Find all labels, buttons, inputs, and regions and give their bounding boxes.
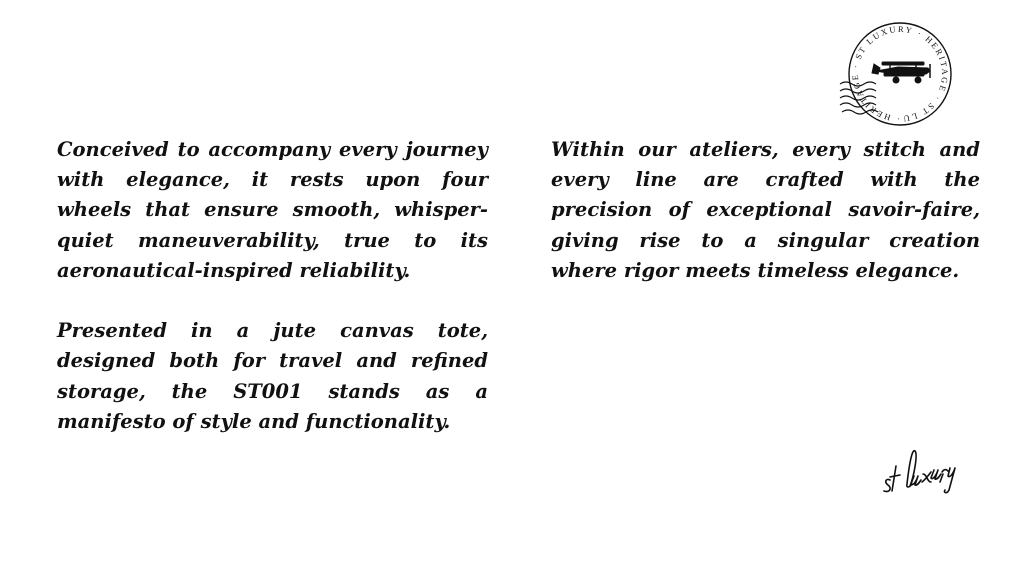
stamp-ring-text: · HERITAGE · ST LUXURY · HERITAGE · ST LU — [849, 23, 951, 125]
left-text-column — [57, 135, 488, 437]
st-luxury-signature — [876, 436, 976, 496]
paragraph-journey: Conceived to accompany every journey with elegance, it rests upon four wheels that ensure smooth, whisper-quiet maneuverability, true to its aeronautical-inspired reliability. — [57, 138, 488, 282]
biplane-icon — [872, 62, 930, 83]
stamp-icon — [838, 16, 958, 128]
heritage-stamp-logo — [838, 16, 958, 128]
paragraph-ateliers: Within our ateliers, every stitch and every line are crafted with the precision of exceptional savoir-faire, giving rise to a singular creation where rigor meets timeless elegance. — [551, 138, 980, 282]
right-text-column — [551, 135, 980, 286]
paragraph-presentation: Presented in a jute canvas tote, designed both for travel and refined storage, the ST001 stands as a manifesto of style and functionality. — [57, 319, 488, 433]
signature-text — [876, 436, 976, 496]
